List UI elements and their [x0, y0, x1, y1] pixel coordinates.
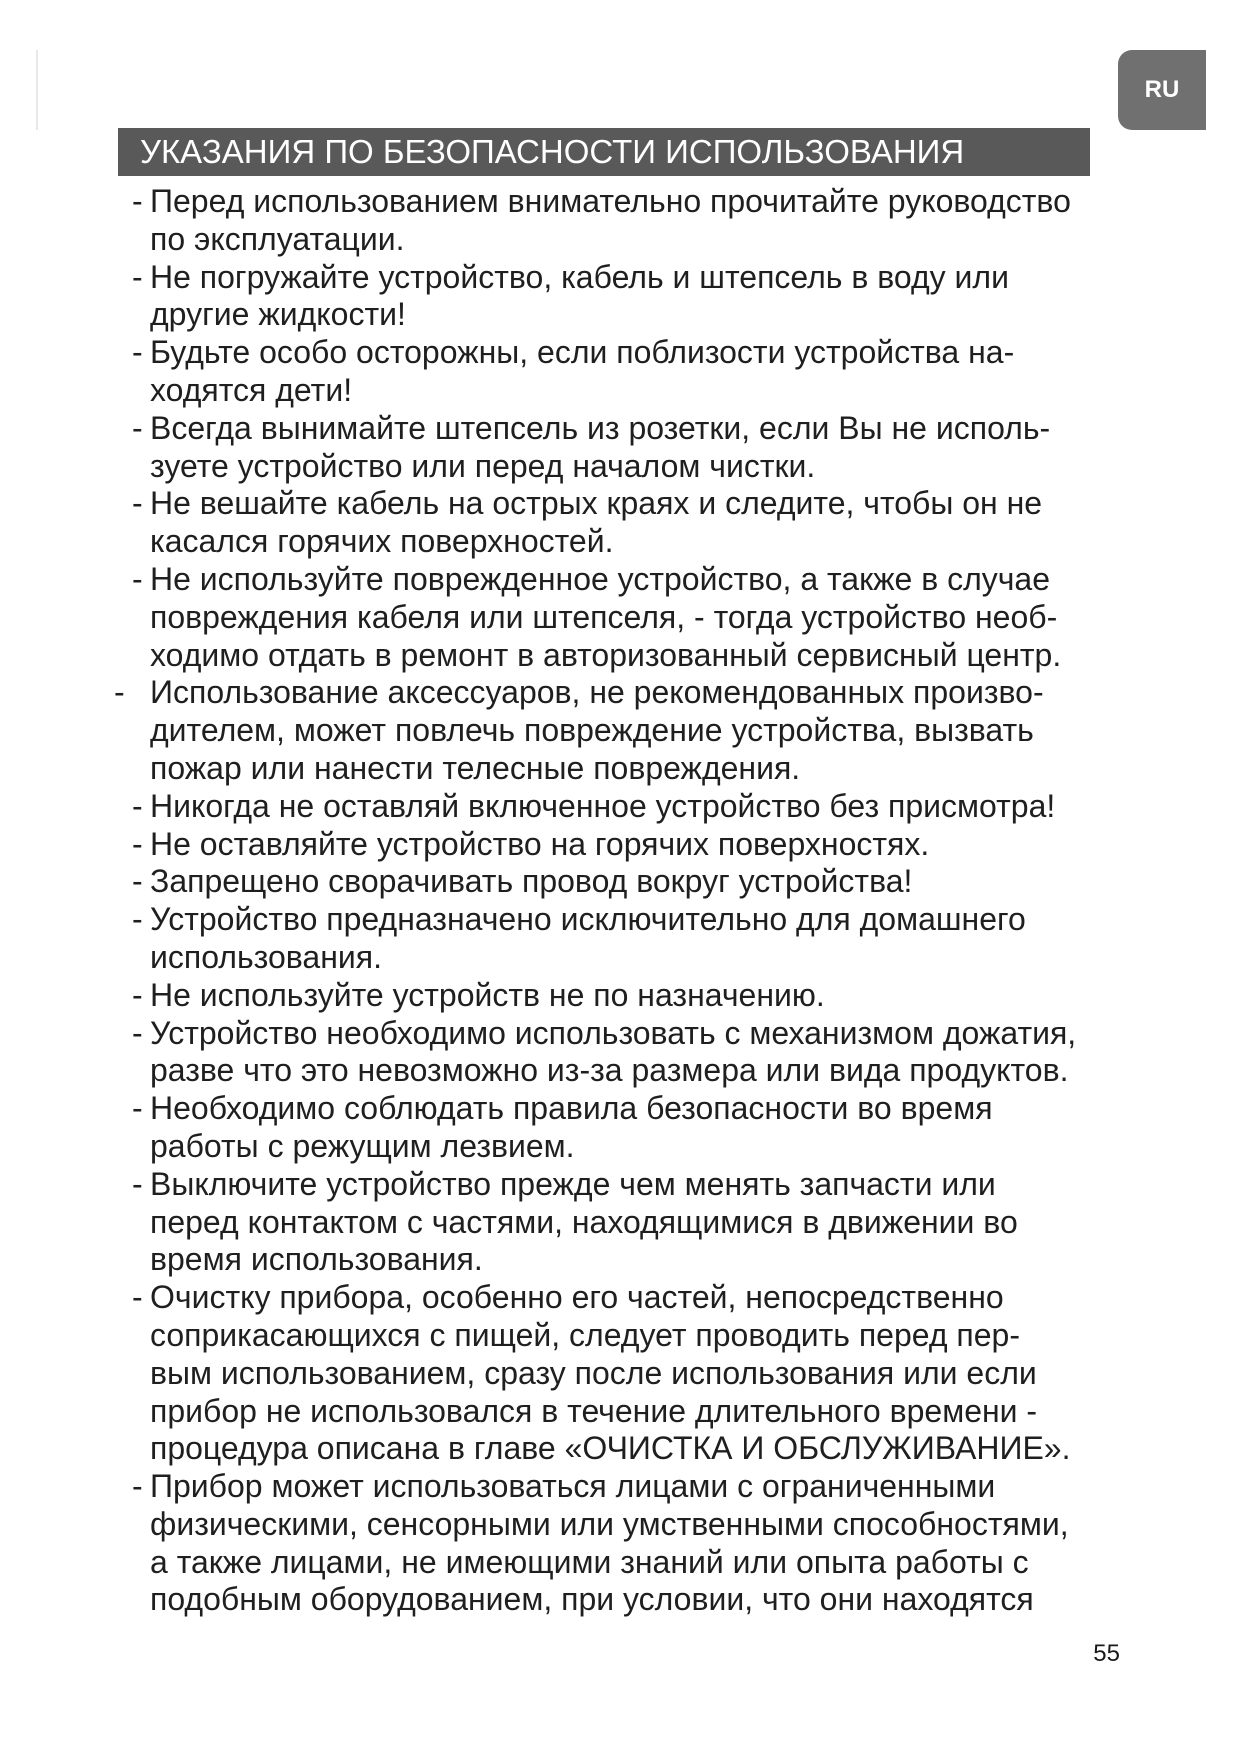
dash-bullet: - — [132, 485, 143, 522]
dash-bullet: - — [114, 674, 125, 711]
list-item-text: Необходимо соблюдать правила безопасности во время работы с режущим лезвием. — [150, 1090, 993, 1164]
list-item-text: Не используйте устройств не по назначению. — [150, 976, 825, 1013]
dash-bullet: - — [132, 863, 143, 900]
list-item — [114, 259, 1114, 335]
list-item — [114, 561, 1114, 674]
dash-bullet: - — [132, 787, 143, 824]
list-item-text: Запрещено сворачивать провод вокруг устройства! — [150, 863, 913, 900]
list-item — [114, 410, 1114, 486]
dash-bullet: - — [132, 1279, 143, 1316]
list-item — [114, 485, 1114, 561]
page-number: 55 — [1093, 1640, 1120, 1667]
dash-bullet: - — [132, 409, 143, 446]
margin-line — [36, 50, 38, 130]
language-tab: RU — [1118, 50, 1206, 130]
list-item-text: Не используйте поврежденное устройство, а также в случае повреждения кабеля или штепселя, - тогда устройство необ- ходимо отдать в ремонт в авторизованный сервисный центр. — [150, 560, 1062, 673]
list-item — [114, 674, 1114, 787]
list-item — [114, 334, 1114, 410]
dash-bullet: - — [132, 1090, 143, 1127]
list-item — [114, 901, 1114, 977]
list-item-text: Будьте особо осторожны, если поблизости устройства на- ходятся дети! — [150, 334, 1015, 408]
list-item — [114, 1090, 1114, 1166]
dash-bullet: - — [132, 183, 143, 219]
list-item-text: Выключите устройство прежде чем менять запчасти или перед контактом с частями, находящимися в движении во время использования. — [150, 1165, 1018, 1278]
dash-bullet: - — [132, 258, 143, 295]
list-item — [114, 826, 1114, 864]
dash-bullet: - — [132, 1014, 143, 1051]
list-item-text: Не погружайте устройство, кабель и штепсель в воду или другие жидкости! — [150, 258, 1009, 333]
dash-bullet: - — [132, 560, 143, 597]
list-item-text: Прибор может использоваться лицами с ограниченными физическими, сенсорными или умственными способностями, а также лицами, не имеющими знаний или опыта работы с подобным оборудованием, при условии, что они находятся — [150, 1468, 1069, 1618]
dash-bullet: - — [132, 976, 143, 1013]
dash-bullet: - — [132, 825, 143, 862]
dash-bullet: - — [132, 334, 143, 371]
list-item-text: Очистку прибора, особенно его частей, непосредственно соприкасающихся с пищей, следует проводить перед пер- вым использованием, сразу после использования или если прибор не использовался в течение длительного времени - процедура описана в главе «ОЧИСТКА И ОБСЛУЖИВАНИЕ». — [150, 1279, 1071, 1467]
safety-instructions-list — [114, 183, 1114, 1619]
list-item-text: Не вешайте кабель на острых краях и следите, чтобы он не касался горячих поверхностей. — [150, 485, 1043, 560]
list-item-text: Использование аксессуаров, не рекомендованных произво- дителем, может повлечь повреждение устройства, вызвать пожар или нанести телесные повреждения. — [150, 674, 1044, 786]
dash-bullet: - — [132, 1165, 143, 1202]
dash-bullet: - — [132, 1468, 143, 1505]
list-item — [114, 977, 1114, 1015]
list-item-text: Устройство необходимо использовать с механизмом дожатия, разве что это невозможно из-за размера или вида продуктов. — [150, 1014, 1077, 1089]
list-item-text: Устройство предназначено исключительно для домашнего использования. — [150, 901, 1026, 975]
list-item — [114, 788, 1114, 826]
list-item — [114, 1166, 1114, 1279]
list-item — [114, 183, 1114, 259]
list-item — [114, 1279, 1114, 1468]
list-item-text: Не оставляйте устройство на горячих поверхностях. — [150, 825, 930, 862]
list-item-text: Никогда не оставляй включенное устройство без присмотра! — [150, 787, 1056, 824]
list-item — [114, 1015, 1114, 1091]
dash-bullet: - — [132, 901, 143, 938]
section-title: УКАЗАНИЯ ПО БЕЗОПАСНОСТИ ИСПОЛЬЗОВАНИЯ — [118, 128, 1090, 176]
list-item — [114, 1468, 1114, 1619]
list-item-text: Всегда вынимайте штепсель из розетки, если Вы не исполь- зуете устройство или перед началом чистки. — [150, 409, 1051, 484]
list-item — [114, 863, 1114, 901]
list-item-text: Перед использованием внимательно прочитайте руководство по эксплуатации. — [150, 183, 1071, 257]
